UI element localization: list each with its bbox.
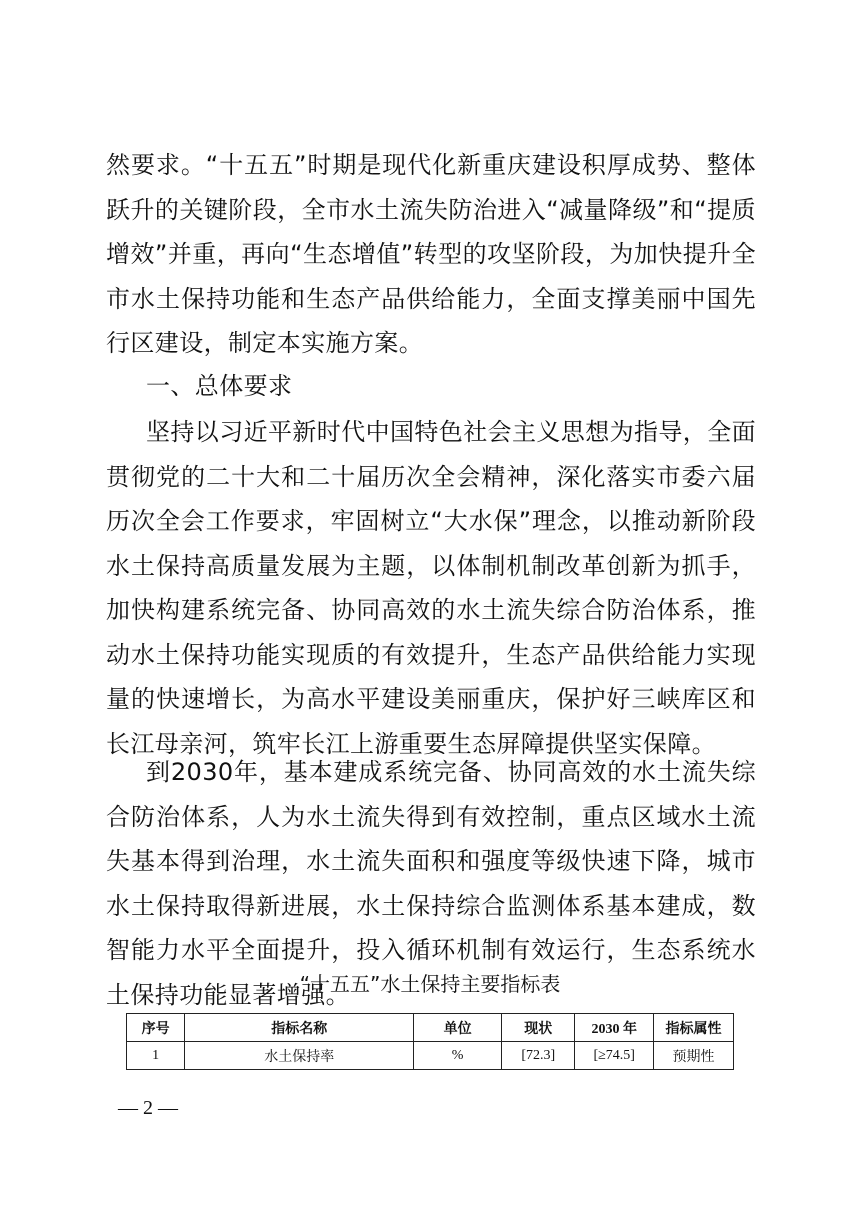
cell-index: 1 [127,1042,185,1070]
indicator-table [126,1013,734,1070]
page-number: — 2 — [118,1097,178,1119]
cell-unit: % [414,1042,502,1070]
table-row [127,1042,734,1070]
header-current: 现状 [502,1014,575,1042]
header-index: 序号 [127,1014,185,1042]
cell-attribute: 预期性 [653,1042,733,1070]
cell-current: [72.3] [502,1042,575,1070]
header-2030: 2030 年 [575,1014,653,1042]
table-caption: “十五五”水土保持主要指标表 [299,972,561,996]
body-paragraph-goals: 到2030年，基本建成系统完备、协同高效的水土流失综合防治体系，人为水土流失得到有效控制，重点区域水土流失基本得到治理，水土流失面积和强度等级快速下降，城市水土保持取得新进展，水土保持综合监测体系基本建成，数智能力水平全面提升，投入循环机制有效运行，生态系统水土保持功能显著增强。 [106,758,756,1009]
header-attribute: 指标属性 [653,1014,733,1042]
cell-indicator-name: 水土保持率 [185,1042,414,1070]
cell-2030: [≥74.5] [575,1042,653,1070]
body-paragraph-intro: 然要求。“十五五”时期是现代化新重庆建设积厚成势、整体跃升的关键阶段，全市水土流失防治进入“减量降级”和“提质增效”并重，再向“生态增值”转型的攻坚阶段，为加快提升全市水土保持功能和生态产品供给能力，全面支撑美丽中国先行区建设，制定本实施方案。 [106,151,756,357]
header-indicator-name: 指标名称 [185,1014,414,1042]
section-heading: 一、总体要求 [146,372,293,400]
table-header-row [127,1014,734,1042]
body-paragraph-guideline: 坚持以习近平新时代中国特色社会主义思想为指导，全面贯彻党的二十大和二十届历次全会精神，深化落实市委六届历次全会工作要求，牢固树立“大水保”理念，以推动新阶段水土保持高质量发展为主题，以体制机制改革创新为抓手，加快构建系统完备、协同高效的水土流失综合防治体系，推动水土保持功能实现质的有效提升，生态产品供给能力实现量的快速增长，为高水平建设美丽重庆，保护好三峡库区和长江母亲河，筑牢长江上游重要生态屏障提供坚实保障。 [106,418,756,758]
header-unit: 单位 [414,1014,502,1042]
